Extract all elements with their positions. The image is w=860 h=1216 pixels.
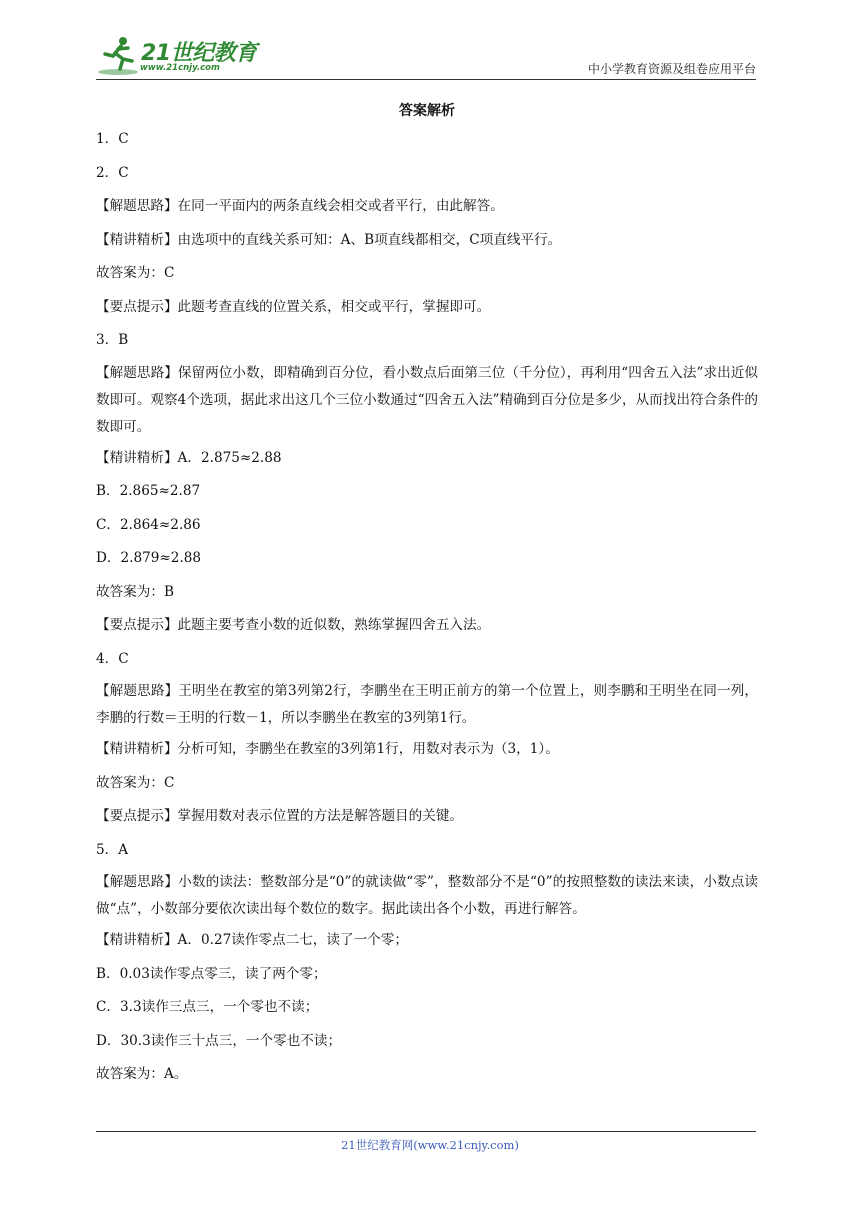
logo-text: 21世纪教育 bbox=[141, 41, 257, 66]
answer-line: 【解题思路】在同一平面内的两条直线会相交或者平行，由此解答。 bbox=[96, 198, 504, 214]
answer-line: 故答案为：B bbox=[96, 583, 174, 600]
logo-url: www.21cnjy.com bbox=[140, 63, 220, 73]
answer-paragraph: 【解题思路】小数的读法：整数部分是“0”的就读做“零”，整数部分不是“0”的按照整数的读法来读，小数点读做“点”，小数部分要依次读出每个数位的数字。据此读出各个小数，再进行解答。 bbox=[96, 874, 758, 917]
answer-line: D．30.3读作三十点三，一个零也不读； bbox=[96, 1032, 342, 1049]
platform-name: 中小学教育资源及组卷应用平台 bbox=[587, 62, 756, 76]
answer-paragraph: 【解题思路】王明坐在教室的第3列第2行，李鹏坐在王明正前方的第一个位置上，则李鹏和王明坐在同一列，李鹏的行数＝王明的行数－1，所以李鹏坐在教室的3列第1行。 bbox=[96, 683, 758, 726]
answer-line: 【要点提示】此题主要考查小数的近似数，熟练掌握四舍五入法。 bbox=[96, 617, 491, 633]
page-header bbox=[96, 30, 756, 80]
answer-line: 3．B bbox=[96, 332, 129, 348]
footer-text: 21世纪教育网(www.21cnjy.com) bbox=[341, 1138, 519, 1152]
answer-line: C．3.3读作三点三，一个零也不读； bbox=[96, 999, 319, 1015]
runner-logo-icon bbox=[96, 34, 140, 78]
header-divider bbox=[96, 79, 756, 80]
answer-line: 故答案为：C bbox=[96, 265, 175, 281]
answer-line: D．2.879≈2.88 bbox=[96, 550, 202, 566]
footer-divider bbox=[96, 1131, 756, 1132]
answer-line: C．2.864≈2.86 bbox=[96, 516, 201, 533]
answer-line: 故答案为：C bbox=[96, 774, 175, 791]
answer-line: 【精讲精析】由选项中的直线关系可知：A、B项直线都相交，C项直线平行。 bbox=[96, 231, 562, 248]
answer-line: 【精讲精析】A．0.27读作零点二七，读了一个零； bbox=[96, 932, 408, 948]
answer-line: 【要点提示】掌握用数对表示位置的方法是解答题目的关键。 bbox=[96, 808, 464, 824]
answer-line: 故答案为：A。 bbox=[96, 1066, 188, 1082]
document-body bbox=[96, 90, 758, 1098]
answer-line: 2．C bbox=[96, 164, 129, 181]
answer-line: 【精讲精析】A．2.875≈2.88 bbox=[96, 449, 282, 466]
answer-line: 4．C bbox=[96, 650, 129, 667]
answer-paragraph: 【解题思路】保留两位小数，即精确到百分位，看小数点后面第三位（千分位），再利用“四舍五入法”求出近似数即可。观察4个选项，据此求出这几个三位小数通过“四舍五入法”精确到百分位是多少，从而找出符合条件的数即可。 bbox=[96, 364, 758, 435]
answer-line: 【要点提示】此题考查直线的位置关系，相交或平行，掌握即可。 bbox=[96, 298, 491, 315]
answer-line: 【精讲精析】分析可知，李鹏坐在教室的3列第1行，用数对表示为（3，1）。 bbox=[96, 741, 559, 757]
answer-line: 5．A bbox=[96, 841, 129, 858]
logo bbox=[96, 30, 266, 80]
page-title: 答案解析 bbox=[399, 103, 455, 119]
answer-line: B．0.03读作零点零三，读了两个零； bbox=[96, 965, 327, 982]
answer-line: 1．C bbox=[96, 131, 129, 147]
answer-line: B．2.865≈2.87 bbox=[96, 483, 201, 499]
